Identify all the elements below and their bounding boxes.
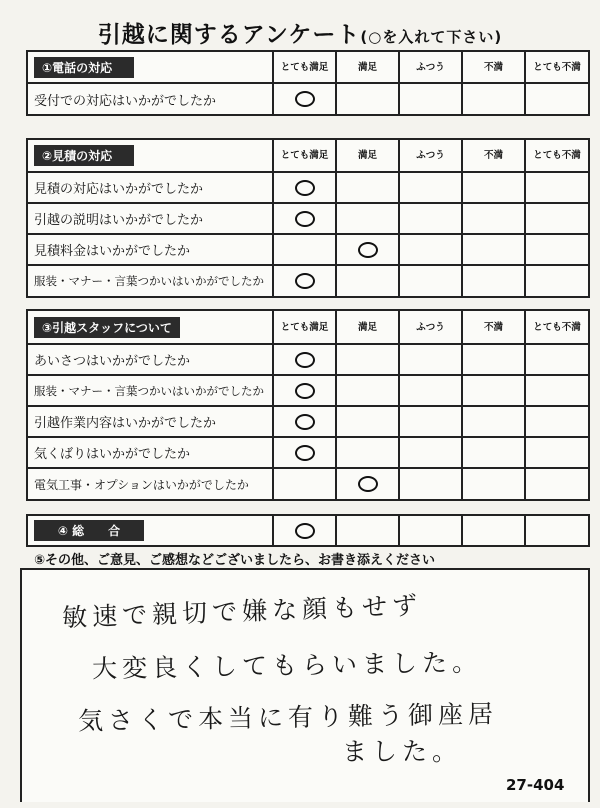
question-text: 見積料金はいかがでしたか (27, 234, 273, 265)
rating-cell-very-satisfied[interactable] (273, 515, 336, 546)
section-header-cell (27, 515, 273, 546)
rating-cell-very-dissatisfied[interactable] (525, 468, 589, 500)
section-label: ④ 総 合 (34, 520, 144, 541)
question-text: 引越の説明はいかがでしたか (27, 203, 273, 234)
question-text: あいさつはいかがでしたか (27, 344, 273, 375)
rating-cell-dissatisfied[interactable] (462, 406, 525, 437)
question-row (27, 375, 589, 406)
rating-cell-satisfied[interactable] (336, 344, 399, 375)
title-sub: (○を入れて下さい) (360, 28, 503, 46)
rating-cell-neutral[interactable] (399, 83, 462, 115)
header-satisfied: 満足 (336, 310, 399, 344)
rating-cell-very-dissatisfied[interactable] (525, 406, 589, 437)
section-label: ②見積の対応 (34, 145, 134, 166)
header-very-satisfied: とても満足 (273, 51, 336, 83)
section-label: ③引越スタッフについて (34, 317, 180, 338)
question-row (27, 203, 589, 234)
rating-cell-very-dissatisfied[interactable] (525, 437, 589, 468)
header-neutral: ふつう (399, 139, 462, 172)
question-row (27, 468, 589, 500)
rating-cell-dissatisfied[interactable] (462, 437, 525, 468)
section-staff (26, 309, 590, 501)
rating-cell-neutral[interactable] (399, 234, 462, 265)
rating-cell-dissatisfied[interactable] (462, 203, 525, 234)
header-dissatisfied: 不満 (462, 310, 525, 344)
rating-cell-satisfied[interactable] (336, 468, 399, 500)
selected-circle (295, 180, 315, 196)
rating-cell-very-dissatisfied[interactable] (525, 203, 589, 234)
rating-cell-satisfied[interactable] (336, 406, 399, 437)
rating-cell-very-dissatisfied[interactable] (525, 172, 589, 203)
rating-cell-very-satisfied[interactable] (273, 344, 336, 375)
selected-circle (295, 352, 315, 368)
rating-cell-neutral[interactable] (399, 265, 462, 297)
comment-line: ました。 (342, 737, 463, 766)
rating-cell-very-satisfied[interactable] (273, 468, 336, 500)
selected-circle (295, 273, 315, 289)
header-very-dissatisfied: とても不満 (525, 51, 589, 83)
question-text: 見積の対応はいかがでしたか (27, 172, 273, 203)
comment-box[interactable] (20, 568, 590, 802)
rating-cell-neutral[interactable] (399, 203, 462, 234)
rating-cell-neutral[interactable] (399, 172, 462, 203)
rating-cell-satisfied[interactable] (336, 265, 399, 297)
rating-cell-neutral[interactable] (399, 515, 462, 546)
rating-cell-very-satisfied[interactable] (273, 172, 336, 203)
question-text: 受付での対応はいかがでしたか (27, 83, 273, 115)
comment-line: 気さくで本当に有り難う御座居 (77, 699, 499, 736)
rating-cell-neutral[interactable] (399, 344, 462, 375)
rating-cell-very-satisfied[interactable] (273, 265, 336, 297)
question-text: 気くばりはいかがでしたか (27, 437, 273, 468)
question-text: 引越作業内容はいかがでしたか (27, 406, 273, 437)
rating-cell-dissatisfied[interactable] (462, 83, 525, 115)
question-row (27, 344, 589, 375)
question-text: 服装・マナー・言葉つかいはいかがでしたか (27, 375, 273, 406)
comment-line: 敏速で親切で嫌な顔もせず (61, 590, 423, 633)
selected-circle (295, 445, 315, 461)
section-phone (26, 50, 590, 116)
header-neutral: ふつう (399, 310, 462, 344)
rating-cell-satisfied[interactable] (336, 437, 399, 468)
rating-cell-satisfied[interactable] (336, 203, 399, 234)
section-comments-label: ⑤その他、ご意見、ご感想などございましたら、お書き添えください (34, 553, 436, 568)
header-satisfied: 満足 (336, 51, 399, 83)
question-row (27, 515, 589, 546)
rating-cell-very-satisfied[interactable] (273, 406, 336, 437)
question-row (27, 234, 589, 265)
rating-cell-very-dissatisfied[interactable] (525, 515, 589, 546)
rating-cell-dissatisfied[interactable] (462, 515, 525, 546)
section-label: ①電話の対応 (34, 57, 134, 78)
rating-cell-very-satisfied[interactable] (273, 375, 336, 406)
selected-circle (295, 523, 315, 539)
section-header-cell (27, 139, 273, 172)
header-very-satisfied: とても満足 (273, 139, 336, 172)
rating-cell-very-satisfied[interactable] (273, 203, 336, 234)
question-text: 服装・マナー・言葉つかいはいかがでしたか (27, 265, 273, 297)
rating-cell-dissatisfied[interactable] (462, 265, 525, 297)
question-row (27, 406, 589, 437)
question-row (27, 83, 589, 115)
rating-cell-dissatisfied[interactable] (462, 344, 525, 375)
header-satisfied: 満足 (336, 139, 399, 172)
rating-cell-dissatisfied[interactable] (462, 468, 525, 500)
selected-circle (358, 476, 378, 492)
rating-cell-very-dissatisfied[interactable] (525, 265, 589, 297)
section-header-cell (27, 310, 273, 344)
selected-circle (358, 242, 378, 258)
selected-circle (295, 91, 315, 107)
question-row (27, 265, 589, 297)
rating-cell-very-satisfied[interactable] (273, 437, 336, 468)
question-row (27, 172, 589, 203)
rating-cell-very-satisfied[interactable] (273, 83, 336, 115)
rating-cell-satisfied[interactable] (336, 83, 399, 115)
rating-cell-neutral[interactable] (399, 375, 462, 406)
rating-cell-dissatisfied[interactable] (462, 234, 525, 265)
form-code: 27-404 (506, 776, 565, 794)
selected-circle (295, 414, 315, 430)
comment-line: 大変良くしてもらいました。 (91, 647, 483, 684)
page-title (0, 16, 600, 49)
rating-cell-neutral[interactable] (399, 437, 462, 468)
header-dissatisfied: 不満 (462, 139, 525, 172)
rating-cell-neutral[interactable] (399, 468, 462, 500)
question-row (27, 437, 589, 468)
header-very-dissatisfied: とても不満 (525, 310, 589, 344)
header-neutral: ふつう (399, 51, 462, 83)
section-overall (26, 514, 590, 547)
rating-cell-neutral[interactable] (399, 406, 462, 437)
section-estimate (26, 138, 590, 298)
header-very-satisfied: とても満足 (273, 310, 336, 344)
rating-cell-satisfied[interactable] (336, 375, 399, 406)
rating-cell-very-dissatisfied[interactable] (525, 83, 589, 115)
rating-cell-very-dissatisfied[interactable] (525, 375, 589, 406)
selected-circle (295, 211, 315, 227)
header-very-dissatisfied: とても不満 (525, 139, 589, 172)
rating-cell-satisfied[interactable] (336, 515, 399, 546)
title-main: 引越に関するアンケート (97, 22, 361, 48)
selected-circle (295, 383, 315, 399)
rating-cell-very-dissatisfied[interactable] (525, 234, 589, 265)
rating-cell-very-dissatisfied[interactable] (525, 344, 589, 375)
rating-cell-satisfied[interactable] (336, 234, 399, 265)
rating-cell-dissatisfied[interactable] (462, 375, 525, 406)
rating-cell-dissatisfied[interactable] (462, 172, 525, 203)
rating-cell-very-satisfied[interactable] (273, 234, 336, 265)
rating-cell-satisfied[interactable] (336, 172, 399, 203)
section-header-cell (27, 51, 273, 83)
header-dissatisfied: 不満 (462, 51, 525, 83)
question-text: 電気工事・オプションはいかがでしたか (27, 468, 273, 500)
